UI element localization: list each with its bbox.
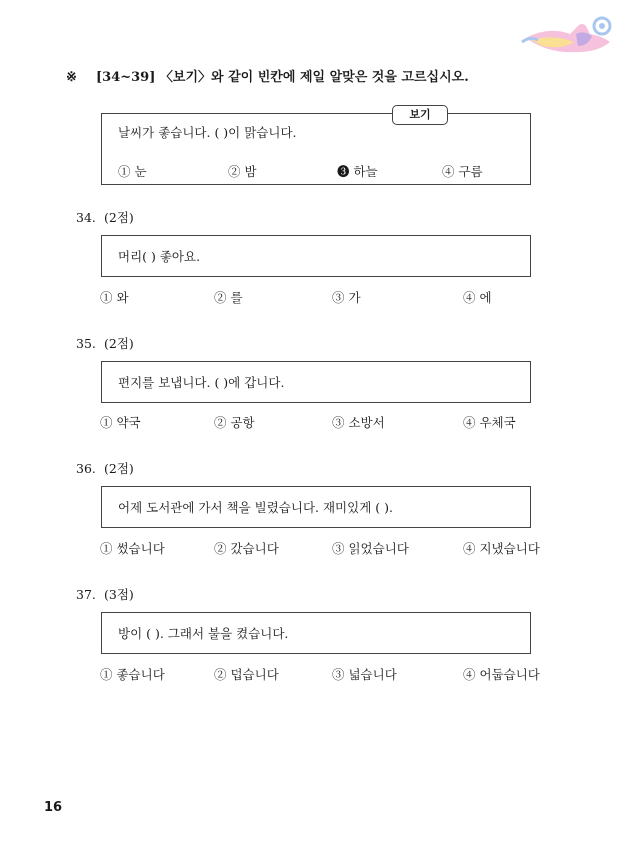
answer-options (100, 539, 540, 557)
answer-option[interactable]: ② 공항 (214, 415, 255, 430)
answer-option[interactable]: ① 좋습니다 (100, 667, 165, 682)
question-box (101, 235, 531, 277)
answer-option[interactable]: ④ 우체국 (463, 415, 516, 430)
question-sentence: 어제 도서관에 가서 책을 빌렸습니다. 재미있게 ( ). (118, 500, 393, 515)
example-box (101, 108, 531, 185)
question-sentence: 편지를 보냅니다. ( )에 갑니다. (118, 375, 285, 390)
question-sentence: 방이 ( ). 그래서 불을 켰습니다. (118, 626, 289, 641)
answer-option[interactable]: ② 갔습니다 (214, 541, 279, 556)
question-sentence: 머리( ) 좋아요. (118, 249, 201, 264)
answer-option[interactable]: ③ 가 (332, 290, 361, 305)
question-number: 37. (76, 587, 96, 602)
example-option: ② 밤 (228, 164, 257, 179)
answer-option[interactable]: ② 덥습니다 (214, 667, 279, 682)
instruction-text: [34~39] 〈보기〉와 같이 빈칸에 제일 알맞은 것을 고르십시오. (96, 70, 469, 85)
page-number: 16 (44, 800, 63, 815)
answer-options (100, 665, 540, 683)
example-option-answer: ❸ 하늘 (337, 164, 378, 179)
question-number: 36. (76, 461, 96, 476)
answer-option[interactable]: ③ 읽었습니다 (332, 541, 409, 556)
answer-options (100, 413, 540, 431)
question-header (76, 459, 134, 477)
answer-options (100, 288, 540, 306)
question-box (101, 361, 531, 403)
question-points: (2점) (104, 336, 134, 351)
question-box (101, 486, 531, 528)
magic-lamp-icon (518, 12, 618, 60)
answer-option[interactable]: ② 를 (214, 290, 243, 305)
question-header (76, 334, 134, 352)
question-points: (2점) (104, 461, 134, 476)
example-sentence: 날씨가 좋습니다. ( )이 맑습니다. (118, 125, 297, 140)
question-number: 34. (76, 210, 96, 225)
answer-option[interactable]: ① 약국 (100, 415, 141, 430)
question-points: (3점) (104, 587, 134, 602)
question-points: (2점) (104, 210, 134, 225)
answer-option[interactable]: ④ 어둡습니다 (463, 667, 540, 682)
instruction (66, 66, 469, 85)
example-label: 보기 (392, 105, 448, 125)
question-header (76, 208, 134, 226)
example-option: ① 눈 (118, 164, 147, 179)
question-header (76, 585, 134, 603)
answer-option[interactable]: ④ 에 (463, 290, 492, 305)
answer-option[interactable]: ① 와 (100, 290, 129, 305)
reference-mark: ※ (66, 70, 77, 85)
answer-option[interactable]: ③ 넓습니다 (332, 667, 397, 682)
answer-option[interactable]: ④ 지냈습니다 (463, 541, 540, 556)
answer-option[interactable]: ① 썼습니다 (100, 541, 165, 556)
question-number: 35. (76, 336, 96, 351)
answer-option[interactable]: ③ 소방서 (332, 415, 385, 430)
question-box (101, 612, 531, 654)
example-option: ④ 구름 (442, 164, 483, 179)
